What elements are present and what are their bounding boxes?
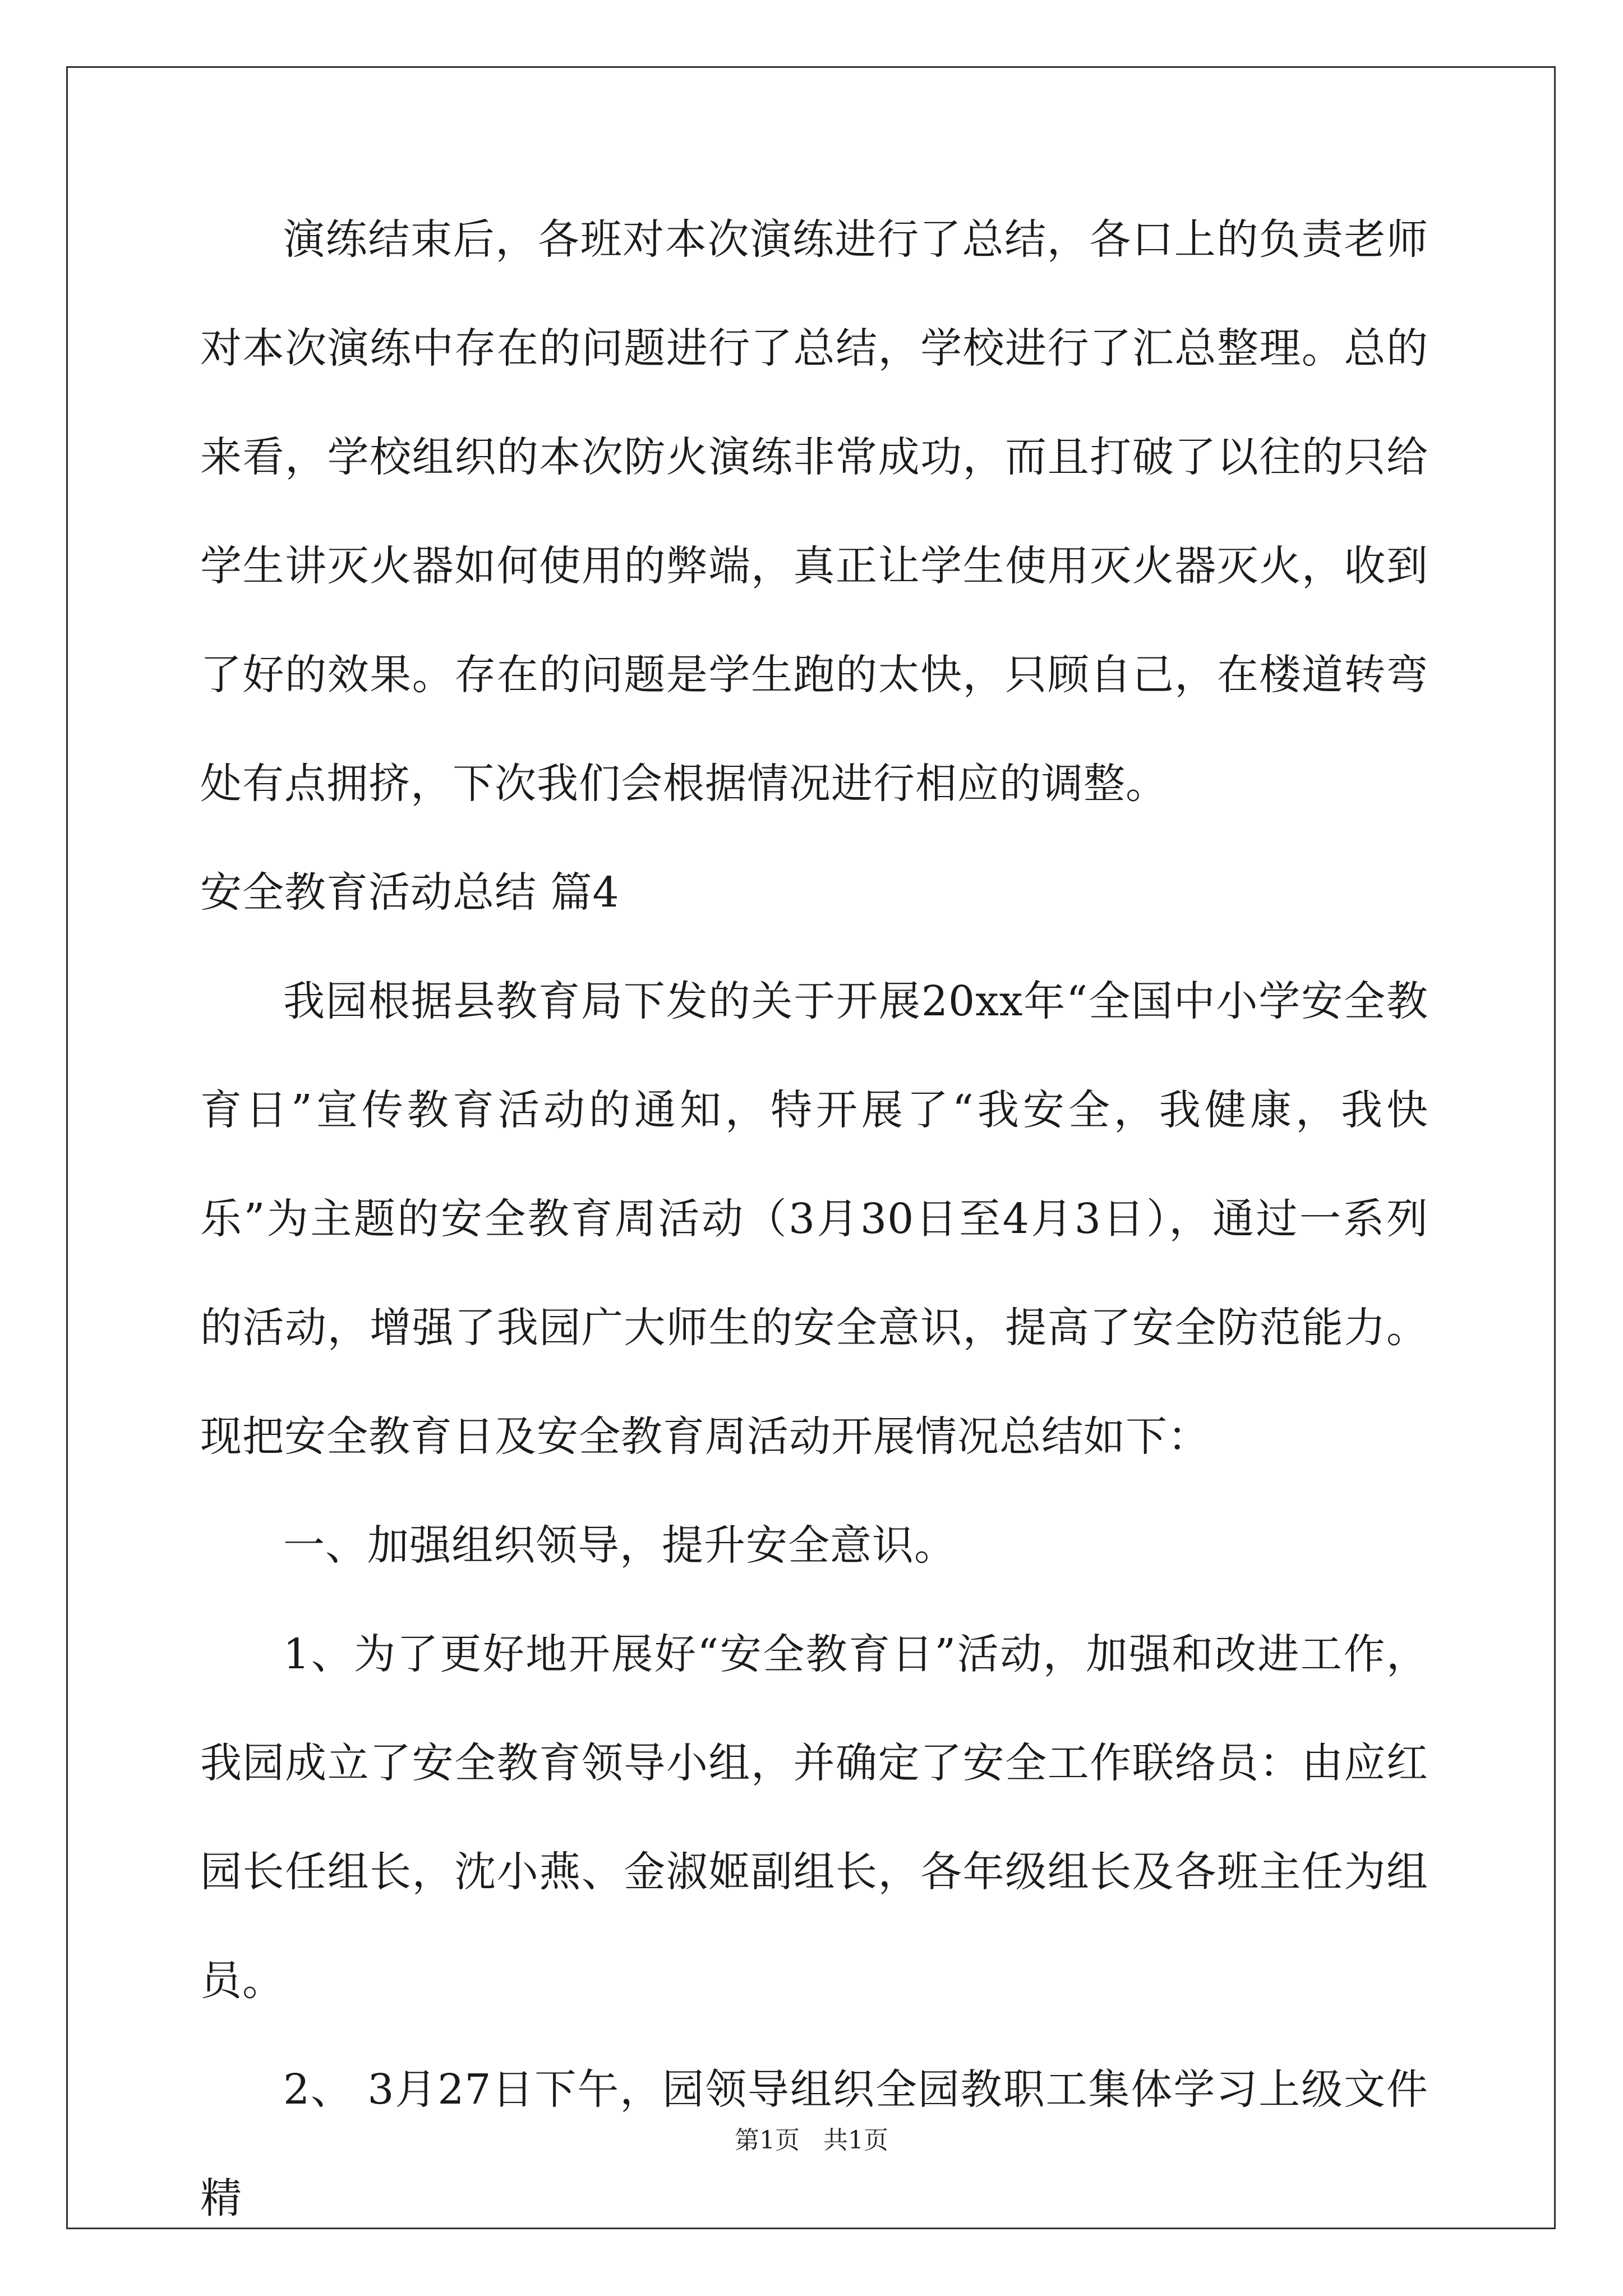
paragraph-drill-summary: 演练结束后，各班对本次演练进行了总结，各口上的负责老师对本次演练中存在的问题进行了总结，学校进行了汇总整理。总的来看，学校组织的本次防火演练非常成功，而且打破了以往的只给学生讲灭火器如何使用的弊端，真正让学生使用灭火器灭火，收到了好的效果。存在的问题是学生跑的太快，只顾自己，在楼道转弯处有点拥挤，下次我们会根据情况进行相应的调整。	[200, 215, 1428, 808]
paragraph-intro: 我园根据县教育局下发的关于开展20xx年“全国中小学安全教育日”宣传教育活动的通知，特开展了“我安全，我健康，我快乐”为主题的安全教育周活动（3月30日至4月3日），通过一系列的活动，增强了我园广大师生的安全意识，提高了安全防范能力。现把安全教育日及安全教育周活动开展情况总结如下：	[200, 977, 1428, 1461]
page-number: 第1页	[735, 2126, 800, 2155]
paragraph-item-1: 1、为了更好地开展好“安全教育日”活动，加强和改进工作，我园成立了安全教育领导小组，并确定了安全工作联络员：由应红园长任组长，沈小燕、金淑姬副组长，各年级组长及各班主任为组员。	[200, 1630, 1428, 2005]
section-heading: 安全教育活动总结 篇4	[200, 868, 620, 917]
page-total: 共1页	[823, 2126, 888, 2155]
paragraph-item-2: 2、 3月27日下午，园领导组织全园教职工集体学习上级文件精	[200, 2065, 1428, 2223]
page-footer	[0, 2124, 1623, 2157]
paragraph-point-one: 一、加强组织领导，提升安全意识。	[283, 1521, 956, 1570]
document-body	[200, 185, 1428, 2253]
